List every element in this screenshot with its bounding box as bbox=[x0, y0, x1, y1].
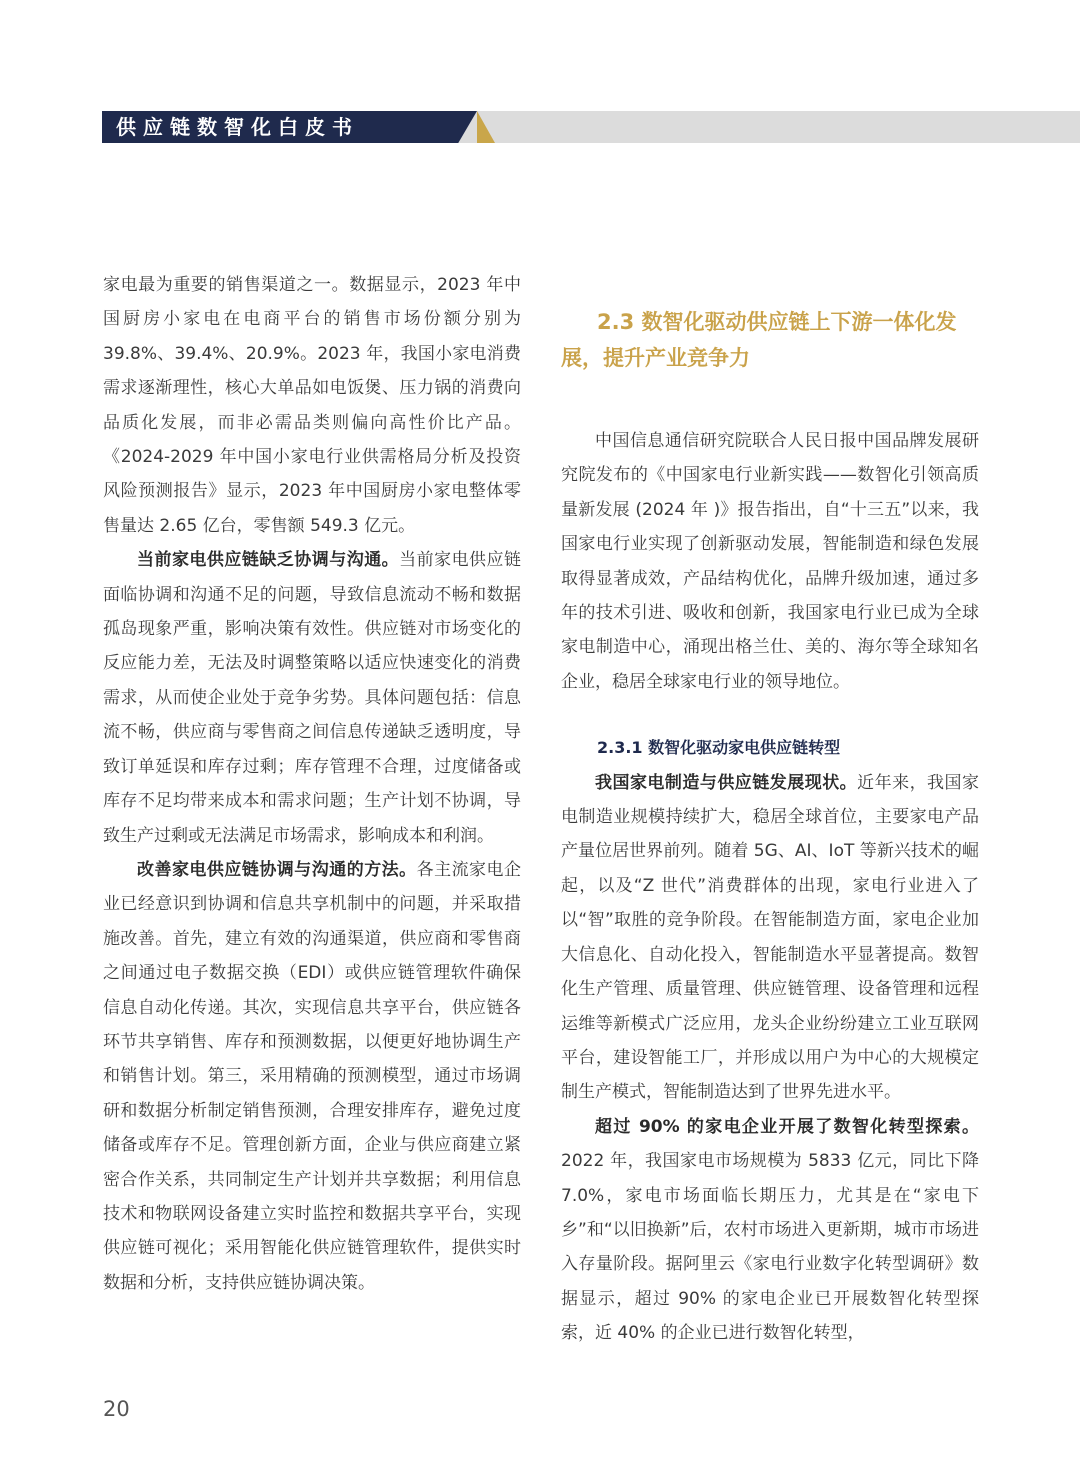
section-heading-line-2: 展，提升产业竞争力 bbox=[561, 346, 750, 370]
right-intro-paragraph: 中国信息通信研究院联合人民日报中国品牌发展研究院发布的《中国家电行业新实践——数智化引领高质量新发展 (2024 年 )》报告指出，自“十三五”以来，我国家电行业实现了创新驱动发展，智能制造和绿色发展取得显著成效，产品结构优化，品牌升级加速，通过多年的技术引进、吸收和创新，我国家电行业已成为全球家电制造中心，涌现出格兰仕、美的、海尔等全球知名企业，稳居全球家电行业的领导地位。 bbox=[561, 431, 979, 692]
left-paragraph-3-body: 各主流家电企业已经意识到协调和信息共享机制中的问题，并采取措施改善。首先，建立有效的沟通渠道，供应商和零售商之间通过电子数据交换（EDI）或供应链管理软件确保信息自动化传递。其次，实现信息共享平台，供应链各环节共享销售、库存和预测数据，以便更好地协调生产和销售计划。第三，采用精确的预测模型，通过市场调研和数据分析制定销售预测，合理安排库存，避免过度储备或库存不足。管理创新方面，企业与供应商建立紧密合作关系，共同制定生产计划并共享数据；利用信息技术和物联网设备建立实时监控和数据共享平台，实现供应链可视化；采用智能化供应链管理软件，提供实时数据和分析，支持供应链协调决策。 bbox=[103, 859, 522, 1293]
left-paragraph-2-heading: 当前家电供应链缺乏协调与沟通。 bbox=[137, 550, 400, 571]
right-paragraph-2-body: 2022 年，我国家电市场规模为 5833 亿元，同比下降 7.0%，家电市场面临长期压力，尤其是在“家电下乡”和“以旧换新”后，农村市场进入更新期，城市市场进入存量阶段。据阿里云《家电行业数字化转型调研》数据显示，超过 90% 的家电企业已开展数智化转型探索，近 40% 的企业已进行数智化转型， bbox=[561, 1151, 979, 1344]
left-column bbox=[103, 268, 521, 1300]
right-paragraph-1-body: 近年来，我国家电制造业规模持续扩大，稳居全球首位，主要家电产品产量位居世界前列。随着 5G、AI、IoT 等新兴技术的崛起，以及“Z 世代”消费群体的出现，家电行业进入了以“智”取胜的竞争阶段。在智能制造方面，家电企业加大信息化、自动化投入，智能制造水平显著提高。数智化生产管理、质量管理、供应链管理、设备管理和远程运维等新模式广泛应用，龙头企业纷纷建立工业互联网平台，建设智能工厂，并形成以用户为中心的大规模定制生产模式，智能制造达到了世界先进水平。 bbox=[561, 772, 980, 1103]
right-paragraph-2-heading: 超过 90% 的家电企业开展了数智化转型探索。 bbox=[595, 1116, 979, 1137]
left-paragraph-2 bbox=[103, 543, 521, 853]
section-heading bbox=[561, 304, 979, 376]
left-paragraph-3-heading: 改善家电供应链协调与沟通的方法。 bbox=[137, 859, 417, 880]
subsection-heading: 2.3.1 数智化驱动家电供应链转型 bbox=[597, 738, 841, 758]
document-title: 供应链数智化白皮书 bbox=[116, 115, 359, 139]
right-paragraph-1 bbox=[561, 766, 979, 1110]
right-paragraph-1-heading: 我国家电制造与供应链发展现状。 bbox=[595, 772, 858, 793]
left-paragraph-1: 家电最为重要的销售渠道之一。数据显示，2023 年中国厨房小家电在电商平台的销售市场份额分别为 39.8%、39.4%、20.9%。2023 年，我国小家电消费需求逐渐理性，核心大单品如电饭煲、压力锅的消费向品质化发展，而非必需品类则偏向高性价比产品。《2024-2029 年中国小家电行业供需格局分析及投资风险预测报告》显示，2023 年中国厨房小家电整体零售量达 2.65 亿台，零售额 549.3 亿元。 bbox=[103, 275, 521, 536]
section-heading-line-1: 2.3 数智化驱动供应链上下游一体化发 bbox=[597, 310, 957, 334]
left-paragraph-2-body: 当前家电供应链面临协调和沟通不足的问题，导致信息流动不畅和数据孤岛现象严重，影响决策有效性。供应链对市场变化的反应能力差，无法及时调整策略以适应快速变化的消费需求，从而使企业处于竞争劣势。具体问题包括：信息流不畅，供应商与零售商之间信息传递缺乏透明度，导致订单延误和库存过剩；库存管理不合理，过度储备或库存不足均带来成本和需求问题；生产计划不协调，导致生产过剩或无法满足市场需求，影响成本和利润。 bbox=[103, 550, 522, 846]
left-paragraph-3 bbox=[103, 853, 521, 1300]
right-paragraph-2 bbox=[561, 1110, 979, 1351]
page-number: 20 bbox=[103, 1397, 130, 1421]
right-column bbox=[561, 304, 979, 1351]
